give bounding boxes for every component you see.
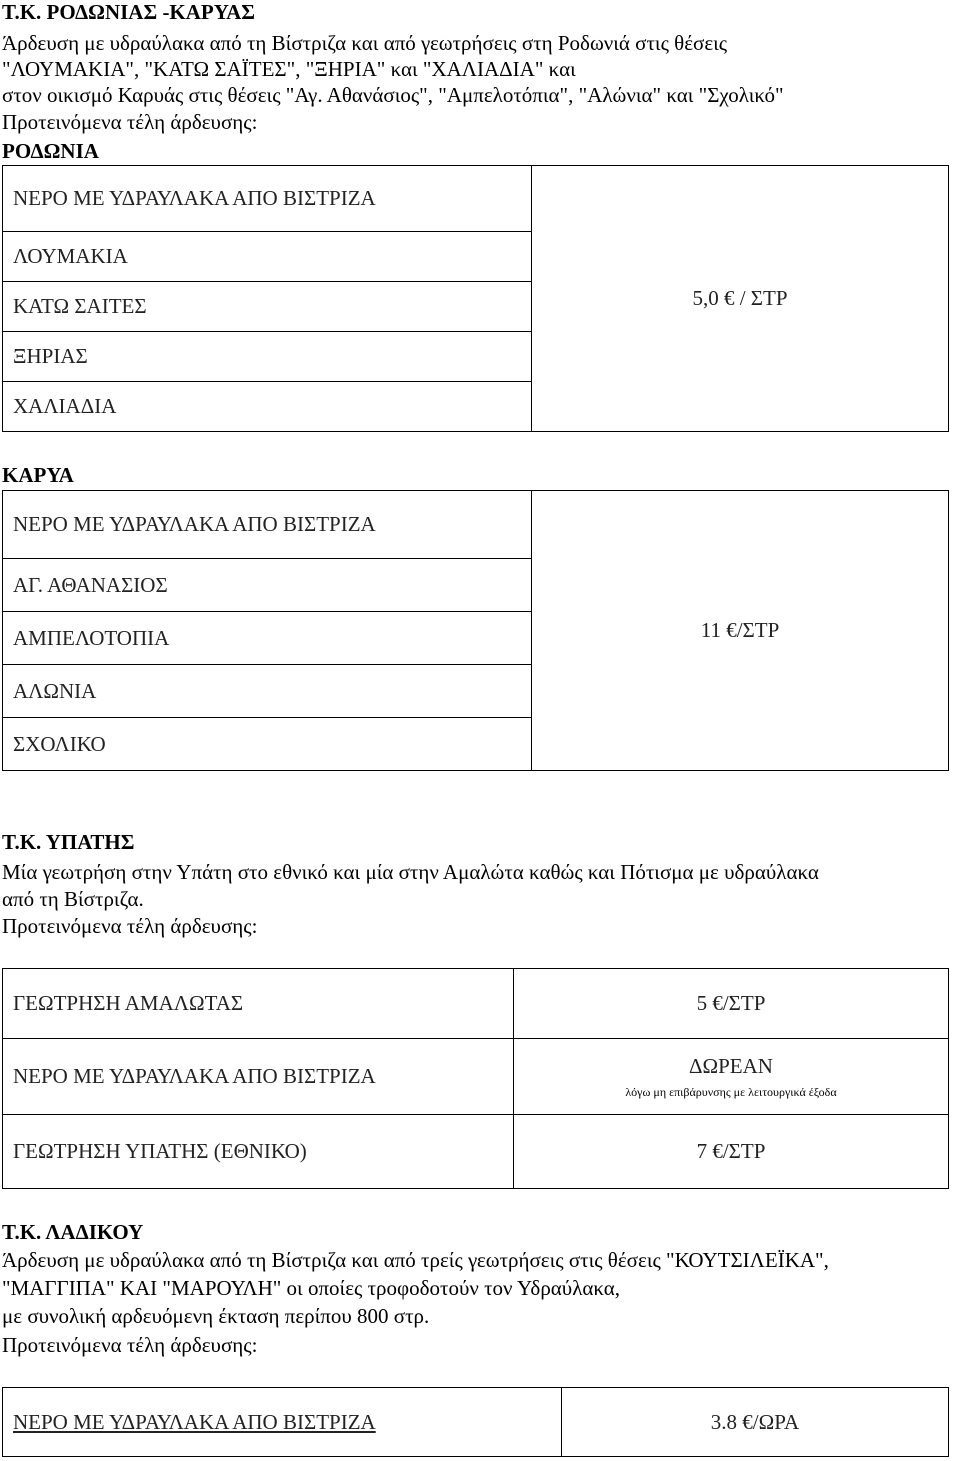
table-cell: ΧΑΛΙΑΔΙΑ <box>3 382 532 432</box>
fees-label: Προτεινόμενα τέλη άρδευσης: <box>2 110 258 134</box>
table-cell: ΑΜΠΕΛΟΤΟΠΙΑ <box>3 612 532 665</box>
rate-note: λόγω μη επιβάρυνσης με λειτουργικά έξοδα <box>625 1084 837 1099</box>
paragraph-line: από τη Βίστριζα. <box>2 887 144 911</box>
fees-label: Προτεινόμενα τέλη άρδευσης: <box>2 1333 258 1357</box>
table-cell: ΓΕΩΤΡΗΣΗ ΥΠΑΤΗΣ (ΕΘΝΙΚΟ) <box>3 1115 514 1189</box>
table-cell: ΣΧΟΛΙΚΟ <box>3 718 532 771</box>
fees-label: Προτεινόμενα τέλη άρδευσης: <box>2 914 258 938</box>
table-cell: ΓΕΩΤΡΗΣΗ ΑΜΑΛΩΤΑΣ <box>3 969 514 1039</box>
section-heading-ypati: Τ.Κ. ΥΠΑΤΗΣ <box>2 830 135 854</box>
table-cell: ΑΛΩΝΙΑ <box>3 665 532 718</box>
table-cell: ΛΟΥΜΑΚΙΑ <box>3 232 532 282</box>
rate-cell: 7 €/ΣΤΡ <box>514 1115 949 1189</box>
fee-table-ladikou <box>2 1387 949 1457</box>
rate-cell: 5 €/ΣΤΡ <box>514 969 949 1039</box>
table-cell: ΝΕΡΟ ΜΕ ΥΔΡΑΥΛΑΚΑ ΑΠΟ ΒΙΣΤΡΙΖΑ <box>3 166 532 232</box>
paragraph-line: στον οικισμό Καρυάς στις θέσεις "Αγ. Αθανάσιος", "Αμπελοτόπια", "Αλώνια" και "Σχολικό" <box>2 83 784 107</box>
table-cell: ΑΓ. ΑΘΑΝΑΣΙΟΣ <box>3 559 532 612</box>
section-heading-ladikou: Τ.Κ. ΛΑΔΙΚΟΥ <box>2 1220 144 1244</box>
table-cell: ΚΑΤΩ ΣΑΙΤΕΣ <box>3 282 532 332</box>
village-name-karya: ΚΑΡΥΑ <box>2 463 74 487</box>
rate-value: ΔΩΡΕΑΝ <box>689 1053 773 1078</box>
paragraph-line: "ΛΟΥΜΑΚΙΑ", "ΚΑΤΩ ΣΑΪΤΕΣ", "ΞΗΡΙΑ" και "ΧΑΛΙΑΔΙΑ" και <box>2 57 576 81</box>
rate-cell: 11 €/ΣΤΡ <box>532 491 949 771</box>
rate-cell <box>514 1039 949 1115</box>
paragraph-line: Μία γεωτρήση στην Υπάτη στο εθνικό και μία στην Αμαλώτα καθώς και Πότισμα με υδραύλακα <box>2 860 819 884</box>
rate-cell: 3.8 €/ΩΡΑ <box>562 1388 949 1457</box>
table-cell: ΞΗΡΙΑΣ <box>3 332 532 382</box>
village-name-rodonia: ΡΟΔΩΝΙΑ <box>2 139 99 163</box>
table-cell: ΝΕΡΟ ΜΕ ΥΔΡΑΥΛΑΚΑ ΑΠΟ ΒΙΣΤΡΙΖΑ <box>3 491 532 559</box>
paragraph-line: Άρδευση με υδραύλακα από τη Βίστριζα και από τρείς γεωτρήσεις στις θέσεις "ΚΟΥΤΣΙΛΕΪΚΑ", <box>2 1248 829 1272</box>
rate-cell: 5,0 € / ΣΤΡ <box>532 166 949 432</box>
row-name: ΝΕΡΟ ΜΕ ΥΔΡΑΥΛΑΚΑ ΑΠΟ ΒΙΣΤΡΙΖΑ <box>13 1409 376 1434</box>
fee-table-rodonia <box>2 165 949 432</box>
paragraph-line: με συνολική αρδευόμενη έκταση περίπου 800 στρ. <box>2 1304 430 1328</box>
section-heading-rodonia: Τ.Κ. ΡΟΔΩΝΙΑΣ -ΚΑΡΥΑΣ <box>2 0 256 24</box>
fee-table-ypati <box>2 968 949 1189</box>
fee-table-karya <box>2 490 949 771</box>
table-cell: ΝΕΡΟ ΜΕ ΥΔΡΑΥΛΑΚΑ ΑΠΟ ΒΙΣΤΡΙΖΑ <box>3 1039 514 1115</box>
paragraph-line: "ΜΑΓΓΙΠΑ" ΚΑΙ "ΜΑΡΟΥΛΗ" οι οποίες τροφοδοτούν τον Υδραύλακα, <box>2 1276 621 1300</box>
paragraph-line: Άρδευση με υδραύλακα από τη Βίστριζα και από γεωτρήσεις στη Ροδωνιά στις θέσεις <box>2 31 728 55</box>
table-cell <box>3 1388 562 1457</box>
